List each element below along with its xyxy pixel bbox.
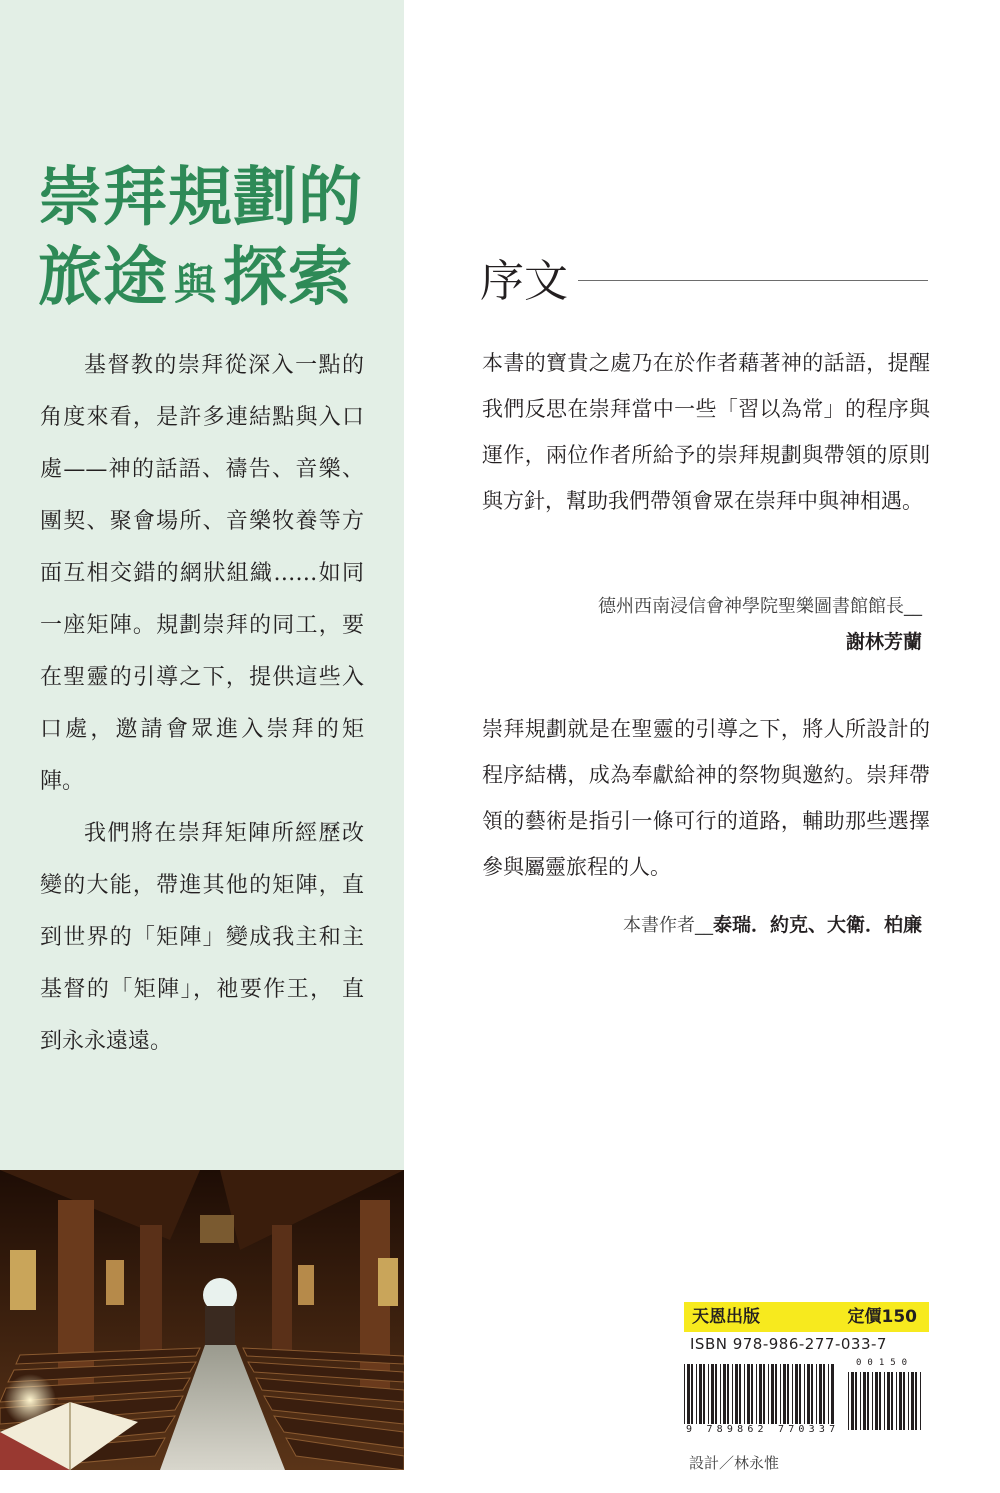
endorsement-quote-2	[482, 706, 930, 890]
endorsement-2-role: 本書作者__	[622, 915, 713, 936]
endorsement-1-role: 德州西南浸信會神學院聖樂圖書館館長__	[598, 596, 922, 617]
blurb-paragraph-2: 我們將在崇拜矩陣所經歷改變的大能，帶進其他的矩陣，直到世界的「矩陣」變成我主和主基督的「矩陣」，祂要作王， 直到永永遠遠。	[40, 821, 364, 1054]
endorsement-2-attribution	[623, 910, 922, 937]
title-line-2a: 旅途	[38, 240, 168, 315]
quote-2-text: 崇拜規劃就是在聖靈的引導之下，將人所設計的程序結構，成為奉獻給神的祭物與邀約。崇拜帶領的藝術是指引一條可行的道路，輔助那些選擇參與屬靈旅程的人。	[482, 717, 930, 879]
title-line-2b: 探索	[223, 240, 354, 315]
publisher-name: 天恩出版	[692, 1307, 760, 1327]
preface-heading: 序文	[480, 256, 568, 307]
cover-blurb	[40, 340, 364, 1068]
book-title	[38, 158, 363, 325]
endorsement-quote-1	[482, 340, 930, 524]
endorsement-2-names: 泰瑞．約克、大衛．柏廉	[712, 914, 922, 936]
addon-digits: 00150	[856, 1358, 914, 1368]
barcode-digits: 9 789862 770337	[686, 1424, 840, 1435]
isbn-barcode	[682, 1364, 838, 1430]
designer-credit: 設計／林永惟	[689, 1454, 780, 1472]
preface-divider	[578, 280, 928, 281]
publisher-price-bar	[684, 1302, 929, 1332]
title-line-1: 崇拜規劃的	[38, 160, 363, 235]
endorsement-1-name: 謝林芳蘭	[845, 631, 922, 653]
price-label: 定價150	[847, 1307, 917, 1327]
isbn-number: ISBN 978-986-277-033-7	[690, 1335, 887, 1353]
title-line-2-small: 與	[174, 260, 218, 309]
price-addon-barcode	[846, 1358, 926, 1430]
preface-header	[480, 252, 930, 312]
church-interior-photo	[0, 1170, 404, 1470]
blurb-paragraph-1: 基督教的崇拜從深入一點的角度來看，是許多連結點與入口處——神的話語、禱告、音樂、團契、聚會場所、音樂牧養等方面互相交錯的網狀組織……如同一座矩陣。規劃崇拜的同工，要在聖靈的引導之下，提供這些入口處，邀請會眾進入崇拜的矩陣。	[40, 353, 364, 794]
quote-1-text: 本書的寶貴之處乃在於作者藉著神的話語，提醒我們反思在崇拜當中一些「習以為常」的程序與運作，兩位作者所給予的崇拜規劃與帶領的原則與方針，幫助我們帶領會眾在崇拜中與神相遇。	[482, 351, 930, 513]
